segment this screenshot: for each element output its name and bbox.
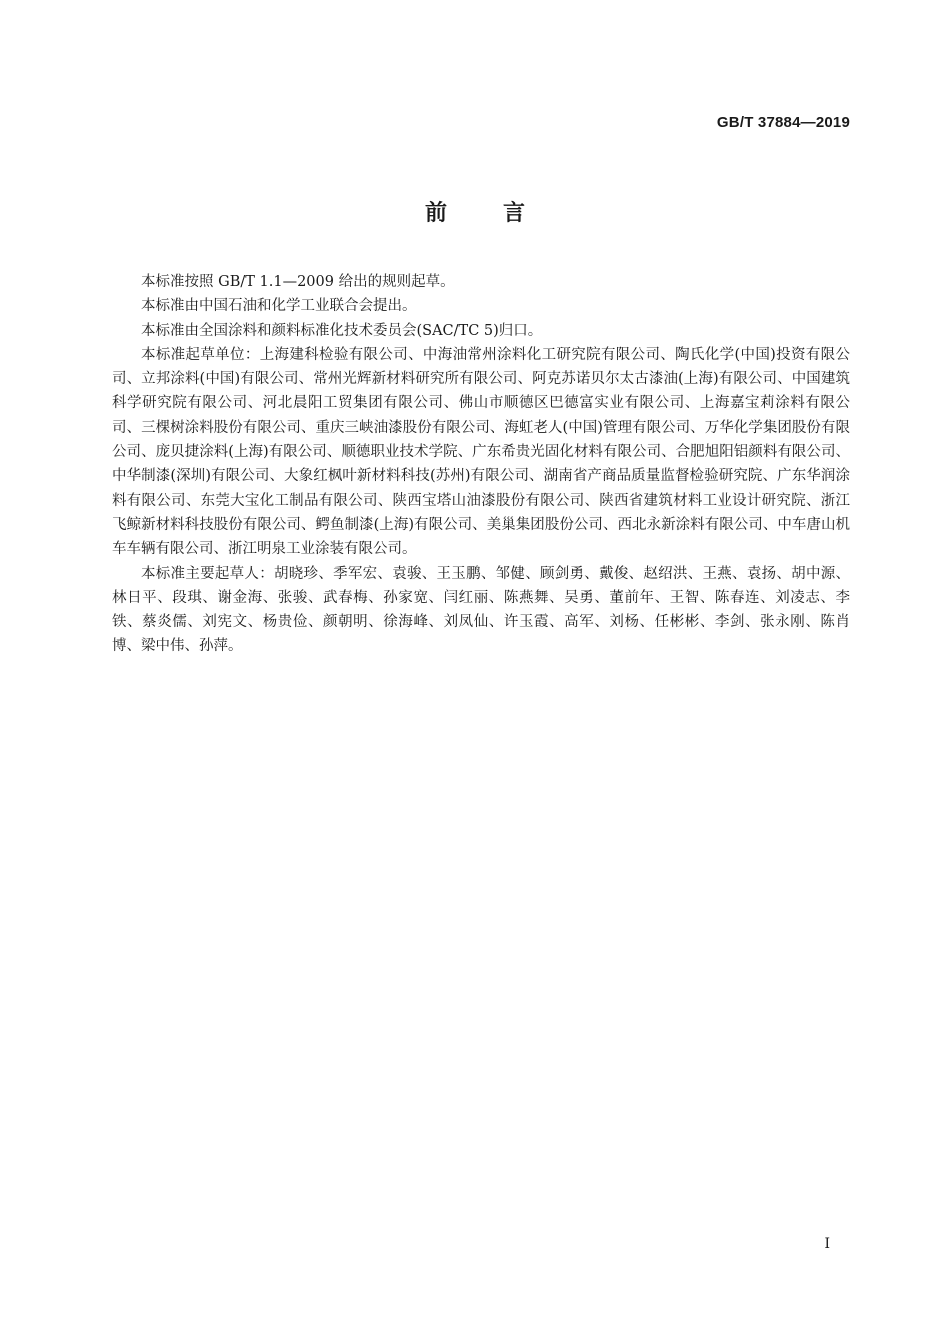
standard-code: GB/T 37884—2019 xyxy=(716,114,850,131)
paragraph-principal-drafters: 本标准主要起草人：胡晓珍、季军宏、袁骏、王玉鹏、邹健、顾剑勇、戴俊、赵绍洪、王燕、袁扬、胡中源、林日平、段琪、谢金海、张骏、武春梅、孙家宽、闫红丽、陈燕舞、吴勇、董前年、王智、陈春连、刘凌志、李铁、蔡炎儒、刘宪文、杨贵俭、颜朝明、徐海峰、刘凤仙、许玉霞、高军、刘杨、任彬彬、李剑、张永刚、陈肖博、梁中伟、孙萍。 xyxy=(112,565,850,655)
paragraph-drafting-units: 本标准起草单位：上海建科检验有限公司、中海油常州涂料化工研究院有限公司、陶氏化学(中国)投资有限公司、立邦涂料(中国)有限公司、常州光辉新材料研究所有限公司、阿克苏诺贝尔太古漆油(上海)有限公司、中国建筑科学研究院有限公司、河北晨阳工贸集团有限公司、佛山市顺德区巴德富实业有限公司、上海嘉宝莉涂料有限公司、三棵树涂料股份有限公司、重庆三峡油漆股份有限公司、海虹老人(中国)管理有限公司、万华化学集团股份有限公司、庞贝捷涂料(上海)有限公司、顺德职业技术学院、广东希贵光固化材料有限公司、合肥旭阳铝颜料有限公司、中华制漆(深圳)有限公司、大象红枫叶新材料科技(苏州)有限公司、湖南省产商品质量监督检验研究院、广东华润涂料有限公司、东莞大宝化工制品有限公司、陕西宝塔山油漆股份有限公司、陕西省建筑材料工业设计研究院、浙江飞鲸新材料科技股份有限公司、鳄鱼制漆(上海)有限公司、美巢集团股份公司、西北永新涂料有限公司、中车唐山机车车辆有限公司、浙江明泉工业涂装有限公司。 xyxy=(112,346,850,558)
page-number: I xyxy=(824,1236,830,1252)
foreword-body xyxy=(112,270,850,659)
paragraph-drafting-rules: 本标准按照 GB/T 1.1—2009 给出的规则起草。 xyxy=(141,274,455,290)
paragraph-technical-committee: 本标准由全国涂料和颜料标准化技术委员会(SAC/TC 5)归口。 xyxy=(141,322,543,339)
page-title: 前言 xyxy=(424,201,581,226)
paragraph-proposer: 本标准由中国石油和化学工业联合会提出。 xyxy=(141,298,417,315)
